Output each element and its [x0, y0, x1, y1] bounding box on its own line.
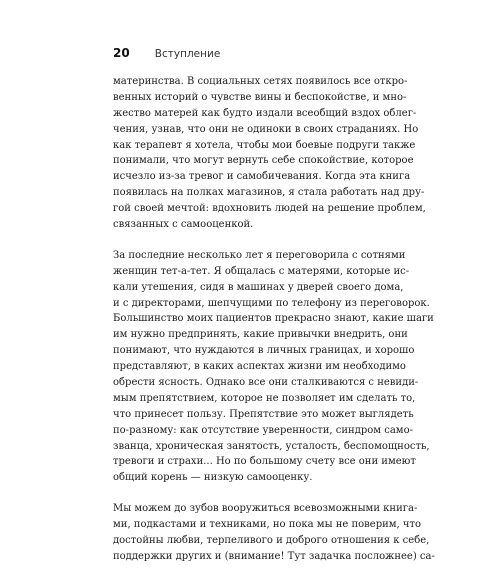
text-line: гой своей мечтой: вдохновить людей на решение проблем, [113, 203, 426, 215]
text-line: достойны любви, терпеливого и доброго отношения к себе, [113, 535, 430, 547]
text-line: званца, хроническая занятость, усталость, беспомощность, [113, 440, 430, 452]
text-line: Мы можем до зубов вооружиться всевозможными книга- [113, 503, 418, 515]
text-line: исчезло из-за тревог и самобичевания. Когда эта книга [113, 171, 411, 183]
text-line: понимали, что могут вернуть себе спокойствие, которое [113, 155, 414, 167]
page-number: 20 [113, 46, 130, 60]
text-line: Большинство моих пациентов прекрасно знают, какие шаги [113, 313, 434, 325]
paragraph [113, 74, 426, 233]
text-line: поддержки других и (внимание! Тут задачка посложнее) са- [113, 550, 435, 562]
text-line: обрести ясность. Однако все они сталкиваются с невиди- [113, 377, 419, 389]
text-line: мым препятствием, которое не позволяет им сделать то, [113, 392, 416, 404]
text-line: по-разному: как отсутствие уверенности, синдром само- [113, 424, 413, 436]
text-line: им нужно предпринять, какие привычки внедрить, они [113, 329, 408, 341]
text-line: жество матерей как будто издали всеобщий вздох облег- [113, 107, 417, 119]
text-line: появилась на полках магазинов, я стала работать над дру- [113, 187, 425, 199]
text-line: чения, узнав, что они не одиноки в своих страданиях. Но [113, 123, 419, 135]
text-line: За последние несколько лет я переговорила с сотнями [113, 249, 406, 261]
text-line: представляют, в каких аспектах жизни им необходимо [113, 361, 406, 373]
text-line: ми, подкастами и техниками, но пока мы не поверим, что [113, 519, 422, 531]
text-line: общий корень — низкую самооценку. [113, 472, 313, 484]
body-text [113, 74, 435, 580]
text-line: тревоги и страхи... Но по большому счету все они имеют [113, 456, 416, 468]
text-line: венных историй о чувстве вины и беспокойстве, и мно- [113, 91, 407, 103]
text-line: кали утешения, сидя в машинах у дверей своего дома, [113, 281, 404, 293]
text-line: понимают, что нуждаются в личных границах, и хорошо [113, 345, 415, 357]
text-line: как терапевт я хотела, чтобы мои боевые подруги также [113, 139, 416, 151]
text-line: материнства. В социальных сетях появилось все откро- [113, 76, 408, 87]
text-line: связанных с самооценкой. [113, 219, 254, 231]
section-title: Вступление [154, 48, 221, 60]
text-line: женщин тет-а-тет. Я общалась с матерями, которые ис- [113, 265, 410, 277]
paragraph [113, 248, 434, 486]
paragraph [113, 501, 435, 565]
text-line: и с директорами, шепчущими по телефону из переговорок. [113, 297, 430, 309]
running-head [113, 42, 220, 61]
text-line: что принесет пользу. Препятствие это может выглядеть [113, 408, 414, 420]
